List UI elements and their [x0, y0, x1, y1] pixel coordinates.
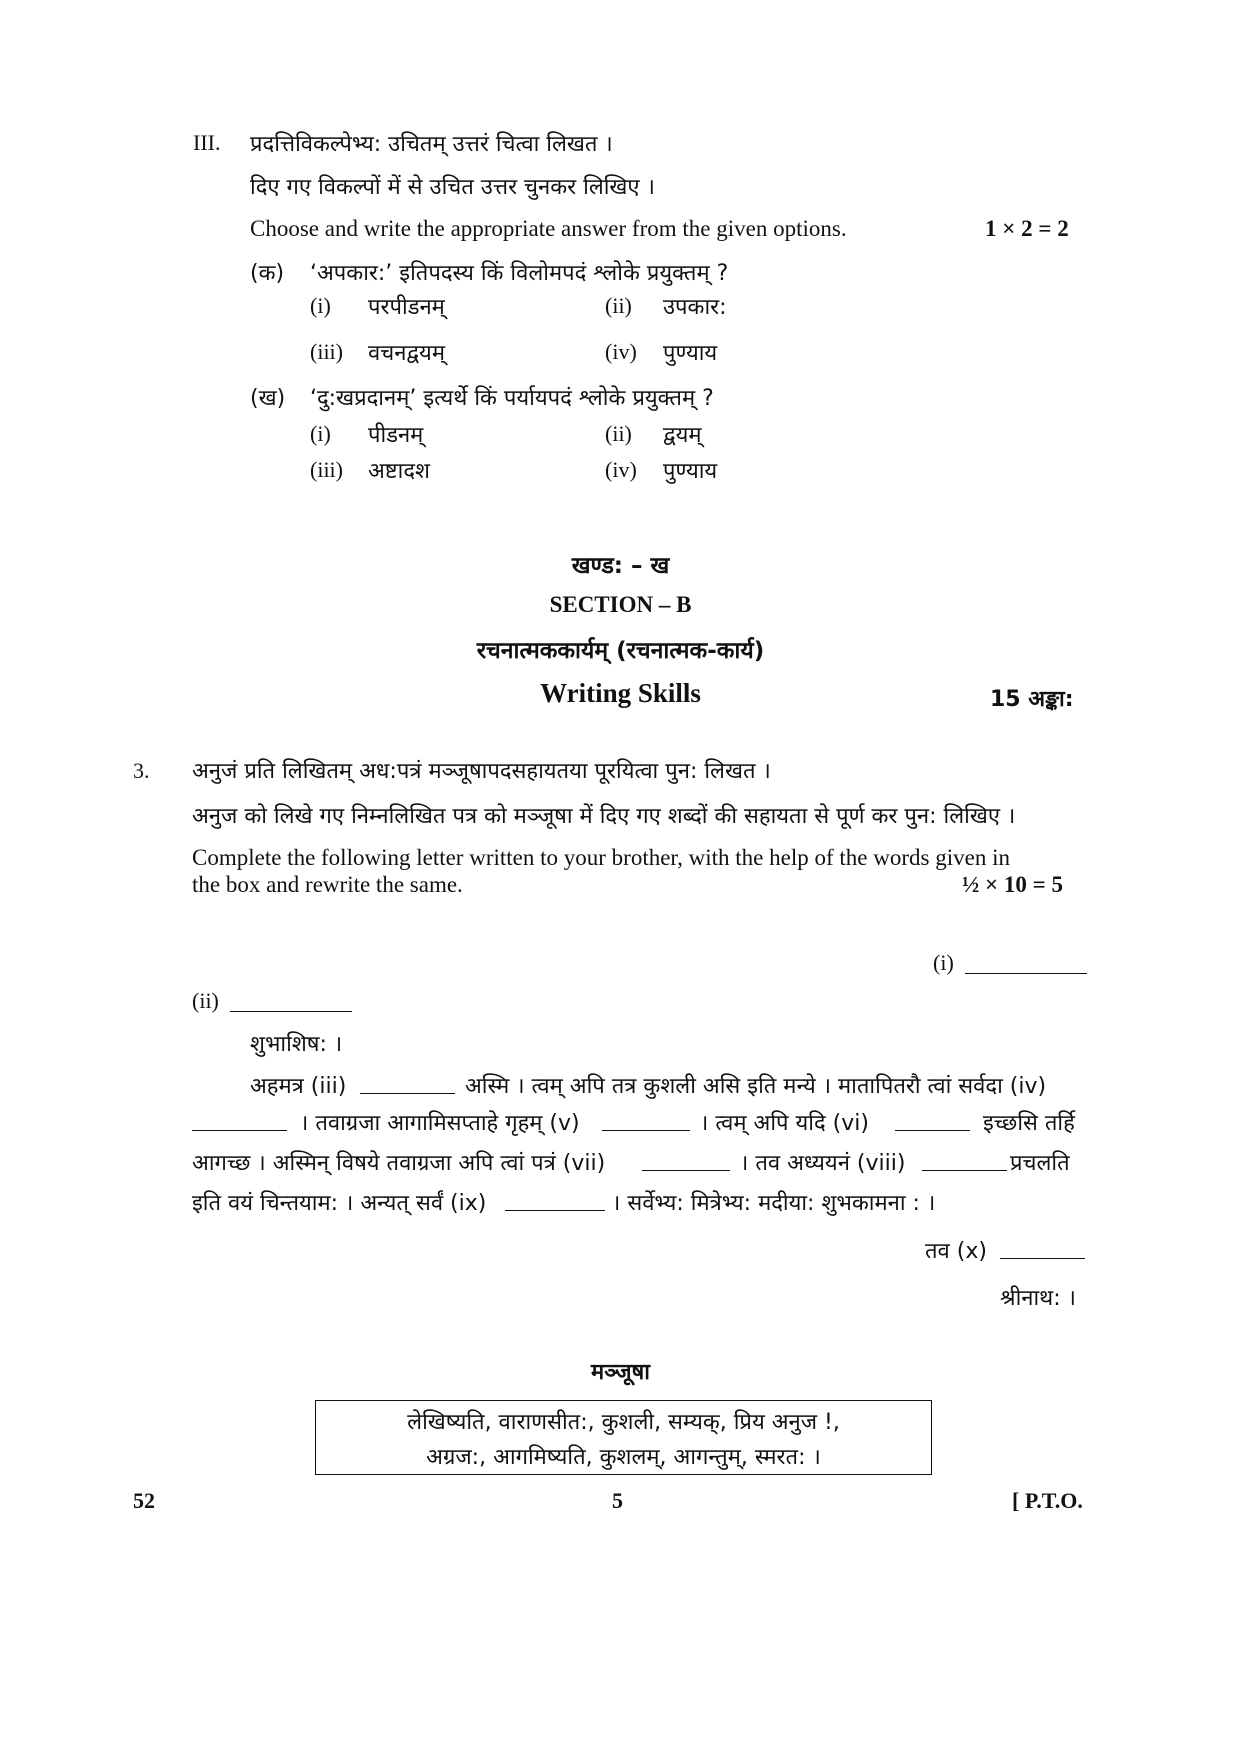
- option-number: (i): [310, 293, 331, 318]
- option-text: उपकार:: [663, 295, 727, 320]
- letter-text: । तव अध्ययनं (viii): [740, 1151, 906, 1176]
- section-title-english: SECTION – B: [549, 592, 692, 617]
- option-number: (ii): [605, 293, 632, 318]
- letter-text: अस्मि । त्वम् अपि तत्र कुशली असि इति मन्ये । मातापितरौ त्वां सर्वदा (iv): [465, 1074, 1047, 1099]
- blank-viii: [922, 1152, 1007, 1171]
- subquestion-label: (क): [250, 261, 285, 286]
- option-number: (ii): [605, 421, 632, 446]
- blank-i: [965, 955, 1087, 974]
- option-number: (iii): [310, 339, 343, 364]
- blank-vi: [895, 1112, 970, 1131]
- letter-text: । त्वम् अपि यदि (vi): [700, 1111, 869, 1136]
- box-words-line-2: अग्रज:, आगमिष्यति, कुशलम्, आगन्तुम्, स्मरत: ।: [426, 1445, 821, 1470]
- section-marks: 15 अङ्का:: [990, 687, 1074, 712]
- blank-ix: [505, 1192, 605, 1211]
- box-words-line-1: लेखिष्यति, वाराणसीत:, कुशली, सम्यक्, प्रिय अनुज !,: [407, 1410, 840, 1435]
- writing-skills-heading: Writing Skills: [540, 678, 701, 708]
- blank-vii: [642, 1152, 730, 1171]
- option-text: परपीडनम्: [368, 295, 445, 320]
- blank-iv: [192, 1112, 287, 1131]
- letter-text: अहमत्र (iii): [250, 1074, 347, 1099]
- question-marks: ½ × 10 = 5: [962, 872, 1063, 897]
- question-instruction-english-cont: the box and rewrite the same.: [192, 872, 463, 897]
- option-number: (iii): [310, 457, 343, 482]
- option-number: (iv): [605, 339, 637, 364]
- subquestion-text: ‘अपकार:’ इतिपदस्य किं विलोमपदं श्लोके प्रयुक्तम् ?: [310, 261, 729, 286]
- blank-x: [1000, 1240, 1085, 1259]
- instruction-sanskrit: प्रदत्तिविकल्पेभ्य: उचितम् उत्तरं चित्वा लिखत ।: [250, 132, 613, 157]
- blank-ii: [230, 993, 352, 1012]
- question-instruction-english: Complete the following letter written to your brother, with the help of the words given in: [192, 845, 1010, 870]
- question-instruction-hindi: अनुज को लिखे गए निम्नलिखित पत्र को मञ्जूषा में दिए गए शब्दों की सहायता से पूर्ण कर पुन: लिखिए ।: [192, 804, 1016, 829]
- question-instruction-sanskrit: अनुजं प्रति लिखितम् अध:पत्रं मञ्जूषापदसहायतया पूरयित्वा पुन: लिखत ।: [192, 759, 771, 784]
- letter-text: आगच्छ । अस्मिन् विषये तवाग्रजा अपि त्वां पत्रं (vii): [192, 1151, 606, 1176]
- option-number: (i): [310, 421, 331, 446]
- section-title-hindi: खण्ड: – ख: [571, 553, 670, 579]
- letter-text: । तवाग्रजा आगामिसप्ताहे गृहम् (v): [300, 1111, 580, 1136]
- instruction-hindi: दिए गए विकल्पों में से उचित उत्तर चुनकर लिखिए ।: [250, 175, 655, 200]
- page-number: 5: [612, 1488, 623, 1513]
- option-text: अष्टादश: [368, 459, 430, 484]
- closing: तव (x): [925, 1239, 987, 1264]
- box-title: मञ्जूषा: [591, 1360, 650, 1385]
- letter-text: इति वयं चिन्तयाम: । अन्यत् सर्वं (ix): [192, 1191, 487, 1216]
- pto-label: [ P.T.O.: [1012, 1488, 1083, 1513]
- option-text: पुण्याय: [663, 459, 718, 484]
- instruction-english: Choose and write the appropriate answer from the given options.: [250, 216, 847, 241]
- section-subtitle: रचनात्मककार्यम् (रचनात्मक-कार्य): [476, 638, 765, 664]
- marks-label: 1 × 2 = 2: [985, 216, 1069, 241]
- greeting: शुभाशिष: ।: [250, 1032, 343, 1057]
- letter-text: इच्छसि तर्हि: [983, 1111, 1075, 1136]
- signature: श्रीनाथ: ।: [1000, 1286, 1076, 1311]
- blank-iii: [360, 1075, 455, 1094]
- option-text: वचनद्वयम्: [368, 341, 445, 366]
- blank-v: [602, 1112, 690, 1131]
- question-roman-number: III.: [193, 130, 221, 155]
- letter-text: प्रचलति: [1010, 1151, 1070, 1176]
- blank-ii-label: (ii): [192, 988, 219, 1013]
- option-number: (iv): [605, 457, 637, 482]
- blank-i-label: (i): [933, 950, 954, 975]
- option-text: द्वयम्: [663, 423, 702, 448]
- letter-text: । सर्वेभ्य: मित्रेभ्य: मदीया: शुभकामना : ।: [612, 1191, 936, 1216]
- subquestion-label: (ख): [250, 386, 286, 411]
- question-number: 3.: [133, 758, 150, 783]
- option-text: पुण्याय: [663, 341, 718, 366]
- word-box: [315, 1400, 932, 1475]
- option-text: पीडनम्: [368, 423, 424, 448]
- page-code: 52: [133, 1488, 155, 1513]
- subquestion-text: ‘दु:खप्रदानम्’ इत्यर्थे किं पर्यायपदं श्लोके प्रयुक्तम् ?: [310, 386, 714, 411]
